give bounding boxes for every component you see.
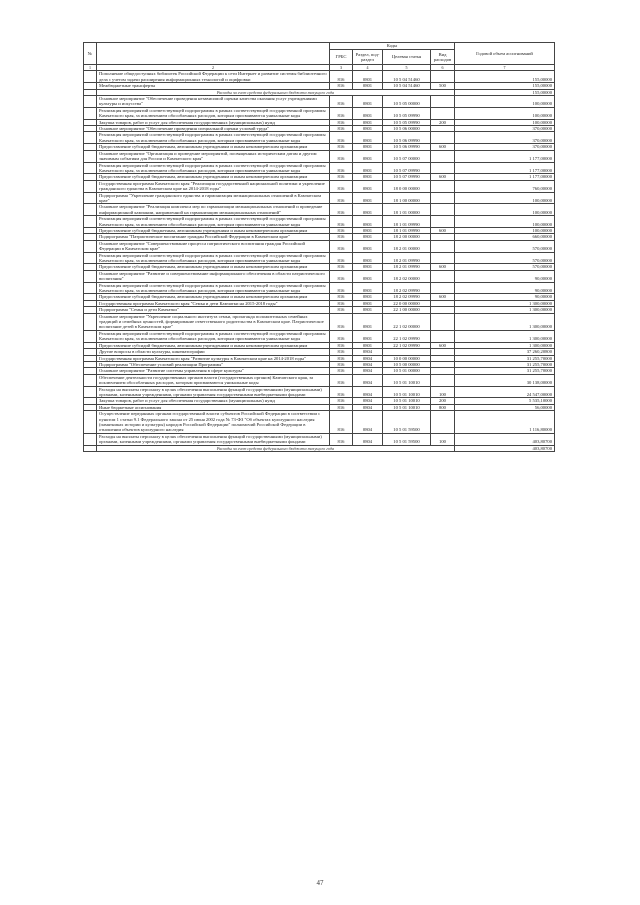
grbs-cell: 816 — [330, 234, 353, 240]
type-cell — [431, 180, 455, 192]
index-cell: 2 — [97, 65, 330, 71]
section-cell: 0801 — [353, 162, 383, 174]
section-cell: 0801 — [353, 180, 383, 192]
grbs-cell: 816 — [330, 398, 353, 404]
row-number-cell — [84, 330, 97, 342]
grbs-cell: 816 — [330, 294, 353, 300]
target-cell: 10 5 04 51460 — [383, 71, 431, 83]
name-cell: Основное мероприятие "Развитие системы управления в сфере культуры" — [97, 368, 330, 374]
amount-cell: 1 177,00000 — [455, 162, 555, 174]
section-cell: 0804 — [353, 386, 383, 398]
row-number-cell — [84, 445, 97, 451]
type-cell: 600 — [431, 144, 455, 150]
grbs-cell: 816 — [330, 282, 353, 294]
grbs-cell: 816 — [330, 71, 353, 83]
target-cell: 18 2 01 09990 — [383, 252, 431, 264]
section-cell: 0801 — [353, 192, 383, 204]
target-cell: 22 1 02 09990 — [383, 342, 431, 348]
row-number-cell — [84, 107, 97, 119]
type-cell: 100 — [431, 433, 455, 445]
type-cell — [431, 107, 455, 119]
section-cell: 0804 — [353, 349, 383, 355]
target-cell: 22 0 00 00000 — [383, 300, 431, 306]
grbs-cell: 816 — [330, 107, 353, 119]
section-cell: 0801 — [353, 264, 383, 270]
amount-cell: 100,00000 — [455, 227, 555, 233]
section-cell: 0801 — [353, 282, 383, 294]
grbs-cell: 816 — [330, 216, 353, 228]
section-cell: 0801 — [353, 216, 383, 228]
target-cell: 22 1 02 00000 — [383, 313, 431, 330]
target-cell: 10 5 05 00000 — [383, 96, 431, 108]
target-cell: 18 2 01 09990 — [383, 264, 431, 270]
table-row — [84, 180, 555, 192]
amount-cell: 155,00000 — [455, 83, 555, 89]
type-cell — [431, 96, 455, 108]
section-cell: 0801 — [353, 174, 383, 180]
section-cell: 0801 — [353, 126, 383, 132]
grbs-cell: 816 — [330, 96, 353, 108]
section-cell: 0801 — [353, 96, 383, 108]
grbs-cell: 816 — [330, 83, 353, 89]
table-row — [84, 282, 555, 294]
table-row — [84, 330, 555, 342]
type-cell — [431, 216, 455, 228]
section-cell: 0801 — [353, 119, 383, 125]
section-cell: 0801 — [353, 307, 383, 313]
row-number-cell — [84, 180, 97, 192]
type-cell: 600 — [431, 342, 455, 348]
amount-cell: 1 177,00000 — [455, 150, 555, 162]
grbs-cell: 816 — [330, 349, 353, 355]
amount-cell: 5 535,10000 — [455, 398, 555, 404]
target-cell: 10 5 00 00000 — [383, 361, 431, 367]
name-cell: Расходы на выплаты персоналу в целях обеспечения выполнения функций государственными (муниципальными) органами, казенными учреждениями, органами управления государственными внебюджетными фондами — [97, 386, 330, 398]
name-cell: Закупка товаров, работ и услуг для обеспечения государственных (муниципальных) нужд — [97, 119, 330, 125]
name-cell: Межбюджетные трансферты — [97, 83, 330, 89]
section-cell: 0801 — [353, 313, 383, 330]
name-cell: Осуществление переданных органам государственной власти субъектов Российской Федерации в соответствии с пунктом 1 статьи 9.1 Федерального закона от 25 июня 2002 года № 73-ФЗ "Об объектах культурного наследия (памятниках истории и культуры) народов Российской Федерации" полномочий Российской Федерации в отношении объектов культурного наследия — [97, 411, 330, 434]
type-cell — [431, 204, 455, 216]
row-number-cell — [84, 71, 97, 83]
target-cell: 10 5 01 00000 — [383, 368, 431, 374]
name-cell: Реализация мероприятий соответствующей подпрограммы в рамках соответствующей государственной программы Камчатского края, за исключением обособленных расходов, которым присваиваются уникальные коды — [97, 330, 330, 342]
row-number-cell — [84, 192, 97, 204]
header-amount: Годовой объем ассигнований — [455, 43, 555, 65]
section-cell: 0804 — [353, 368, 383, 374]
type-cell — [431, 150, 455, 162]
amount-cell: 30 138,00000 — [455, 374, 555, 386]
grbs-cell: 816 — [330, 368, 353, 374]
target-cell: 10 5 06 09990 — [383, 132, 431, 144]
type-cell — [431, 162, 455, 174]
name-cell: Основное мероприятие "Обеспечение проведения специальной оценки условий труда" — [97, 126, 330, 132]
amount-cell: 370,00000 — [455, 132, 555, 144]
grbs-cell: 816 — [330, 361, 353, 367]
name-cell: Основное мероприятие "Организация и проведение мероприятий, посвященных историческим датам и другим значимым событиям для России и Камчатского края" — [97, 150, 330, 162]
section-cell: 0801 — [353, 71, 383, 83]
type-cell — [431, 71, 455, 83]
grbs-cell: 816 — [330, 150, 353, 162]
amount-cell: 570,00000 — [455, 240, 555, 252]
table-row — [84, 240, 555, 252]
header-codes: Коды — [330, 43, 455, 50]
amount-cell: 1 116,80000 — [455, 411, 555, 434]
target-cell: 18 0 00 00000 — [383, 180, 431, 192]
grbs-cell: 816 — [330, 132, 353, 144]
amount-cell: 1 177,00000 — [455, 174, 555, 180]
index-cell: 1 — [84, 65, 97, 71]
grbs-cell: 816 — [330, 227, 353, 233]
type-cell — [431, 132, 455, 144]
section-cell: 0801 — [353, 234, 383, 240]
table-row — [84, 270, 555, 282]
amount-cell: 100,00000 — [455, 192, 555, 204]
section-cell: 0801 — [353, 204, 383, 216]
amount-cell: 370,00000 — [455, 144, 555, 150]
type-cell — [431, 313, 455, 330]
amount-cell: 570,00000 — [455, 264, 555, 270]
type-cell — [431, 330, 455, 342]
target-cell: 22 1 02 09990 — [383, 330, 431, 342]
row-number-cell — [84, 132, 97, 144]
name-cell: Подпрограмма "Укрепление гражданского единства и гармонизация межнациональных отношений в Камчатском крае" — [97, 192, 330, 204]
name-cell: Основное мероприятие "Развитие и совершенствование информационного обеспечения в области патриотического воспитания" — [97, 270, 330, 282]
grbs-cell: 816 — [330, 144, 353, 150]
type-cell: 500 — [431, 83, 455, 89]
section-cell: 0801 — [353, 240, 383, 252]
budget-table — [83, 42, 555, 452]
amount-cell: 100,00000 — [455, 96, 555, 108]
table-row — [84, 96, 555, 108]
index-cell: 5 — [383, 65, 431, 71]
name-cell: Реализация мероприятий соответствующей подпрограммы в рамках соответствующей государственной программы Камчатского края, за исключением обособленных расходов, которым присваиваются уникальные коды — [97, 162, 330, 174]
row-number-cell — [84, 433, 97, 445]
type-cell — [431, 411, 455, 434]
grbs-cell: 816 — [330, 204, 353, 216]
note-cell: Расходы за счет средств федерального бюджета текущего года — [97, 89, 455, 95]
index-cell: 3 — [330, 65, 353, 71]
name-cell: Реализация мероприятий соответствующей подпрограммы в рамках соответствующей государственной программы Камчатского края, за исключением обособленных расходов, которым присваиваются уникальные коды — [97, 216, 330, 228]
amount-cell: 660,00000 — [455, 234, 555, 240]
grbs-cell: 816 — [330, 264, 353, 270]
table-row — [84, 132, 555, 144]
row-number-cell — [84, 150, 97, 162]
name-cell: Предоставление субсидий бюджетным, автономным учреждениям и иным некоммерческим организациям — [97, 144, 330, 150]
grbs-cell: 816 — [330, 180, 353, 192]
section-cell: 0801 — [353, 270, 383, 282]
name-cell: Основное мероприятие "Реализация комплекса мер по гармонизации межнациональных отношений и проведение информационной кампании, направленной на гармонизацию межнациональных отношений" — [97, 204, 330, 216]
target-cell: 10 0 00 00000 — [383, 355, 431, 361]
row-number-cell — [84, 204, 97, 216]
name-cell: Основное мероприятие "Совершенствование процесса патриотического воспитания граждан Российской Федерации в Камчатском крае" — [97, 240, 330, 252]
target-cell: 18 2 01 00000 — [383, 240, 431, 252]
name-cell: Другие вопросы в области культуры, кинематографии — [97, 349, 330, 355]
section-cell: 0801 — [353, 300, 383, 306]
name-cell: Предоставление субсидий бюджетным, автономным учреждениям и иным некоммерческим организациям — [97, 294, 330, 300]
amount-cell: 31 255,70000 — [455, 361, 555, 367]
table-row — [84, 411, 555, 434]
type-cell: 200 — [431, 119, 455, 125]
table-note-row — [84, 445, 555, 451]
name-cell: Расходы на выплаты персоналу в целях обеспечения выполнения функций государственными (муниципальными) органами, казенными учреждениями, органами управления государственными внебюджетными фондами — [97, 433, 330, 445]
note-cell: Расходы за счет средств федерального бюджета текущего года — [97, 445, 455, 451]
row-number-cell — [84, 374, 97, 386]
name-cell: Предоставление субсидий бюджетным, автономным учреждениям и иным некоммерческим организациям — [97, 264, 330, 270]
section-cell: 0804 — [353, 355, 383, 361]
section-cell: 0804 — [353, 374, 383, 386]
name-cell: Предоставление субсидий бюджетным, автономным учреждениям и иным некоммерческим организациям — [97, 174, 330, 180]
type-cell — [431, 374, 455, 386]
amount-cell: 155,00000 — [455, 89, 555, 95]
section-cell: 0804 — [353, 411, 383, 434]
section-cell: 0804 — [353, 398, 383, 404]
name-cell: Закупка товаров, работ и услуг для обеспечения государственных (муниципальных) нужд — [97, 398, 330, 404]
name-cell: Пополнение общедоступных библиотек Российской Федерации к сети Интернет и развитие системы библиотечного дела с учетом задачи расширения информационных технологий и оцифровки — [97, 71, 330, 83]
name-cell: Подпрограмма "Семья и дети Камчатки" — [97, 307, 330, 313]
section-cell: 0804 — [353, 361, 383, 367]
header-number: № — [84, 43, 97, 65]
section-cell: 0801 — [353, 144, 383, 150]
header-type: Вид расходов — [431, 50, 455, 65]
table-row — [84, 433, 555, 445]
name-cell: Государственная программа Камчатского края "Семья и дети Камчатки на 2015-2018 годы" — [97, 300, 330, 306]
name-cell: Реализация мероприятий соответствующей подпрограммы в рамках соответствующей государственной программы Камчатского края, за исключением обособленных расходов, которым присваиваются уникальные коды — [97, 282, 330, 294]
target-cell: 10 5 05 09990 — [383, 119, 431, 125]
section-cell: 0804 — [353, 433, 383, 445]
amount-cell: 155,00000 — [455, 71, 555, 83]
grbs-cell: 816 — [330, 374, 353, 386]
grbs-cell: 816 — [330, 240, 353, 252]
amount-cell: 56,00000 — [455, 404, 555, 410]
target-cell: 10 5 07 09990 — [383, 162, 431, 174]
grbs-cell: 816 — [330, 355, 353, 361]
name-cell: Подпрограмма "Патриотическое воспитание граждан Российской Федерации в Камчатском крае" — [97, 234, 330, 240]
amount-cell: 100,00000 — [455, 119, 555, 125]
header-name — [97, 43, 330, 65]
target-cell: 18 2 02 09990 — [383, 282, 431, 294]
amount-cell: 760,00000 — [455, 180, 555, 192]
row-number-cell — [84, 96, 97, 108]
row-number-cell — [84, 252, 97, 264]
section-cell: 0801 — [353, 107, 383, 119]
type-cell: 600 — [431, 264, 455, 270]
amount-cell: 1 300,00000 — [455, 300, 555, 306]
header-grbs: ГРБС — [330, 50, 353, 65]
type-cell: 100 — [431, 386, 455, 398]
table-row — [84, 150, 555, 162]
grbs-cell: 816 — [330, 342, 353, 348]
target-cell: 10 5 01 10010 — [383, 398, 431, 404]
grbs-cell: 816 — [330, 307, 353, 313]
name-cell: Реализация мероприятий соответствующей подпрограммы в рамках соответствующей государственной программы Камчатского края, за исключением обособленных расходов, которым присваиваются уникальные коды — [97, 252, 330, 264]
table-row — [84, 386, 555, 398]
section-cell: 0801 — [353, 294, 383, 300]
amount-cell: 1 300,00000 — [455, 313, 555, 330]
type-cell: 200 — [431, 398, 455, 404]
name-cell: Подпрограмма "Обеспечение условий реализации Программы" — [97, 361, 330, 367]
row-number-cell — [84, 216, 97, 228]
amount-cell: 1 300,00000 — [455, 342, 555, 348]
index-cell: 6 — [431, 65, 455, 71]
name-cell: Основное мероприятие "Укрепление социального института семьи, пропаганда положительных семейных традиций и семейных ценностей, формирование ответственного родительства в Камчатском крае. Патриотическое воспитание детей в Камчатском крае" — [97, 313, 330, 330]
amount-cell: 403,80700 — [455, 445, 555, 451]
amount-cell: 1 300,00000 — [455, 330, 555, 342]
row-number-cell — [84, 411, 97, 434]
index-cell: 4 — [353, 65, 383, 71]
amount-cell: 403,80700 — [455, 433, 555, 445]
amount-cell: 31 255,70000 — [455, 355, 555, 361]
amount-cell: 90,00000 — [455, 282, 555, 294]
target-cell: 18 1 00 00000 — [383, 192, 431, 204]
type-cell — [431, 252, 455, 264]
amount-cell: 100,00000 — [455, 204, 555, 216]
name-cell: Реализация мероприятий соответствующей подпрограммы в рамках соответствующей государственной программы Камчатского края, за исключением обособленных расходов, которым присваиваются уникальные коды — [97, 132, 330, 144]
target-cell: 18 1 01 00000 — [383, 204, 431, 216]
type-cell: 600 — [431, 174, 455, 180]
target-cell: 10 5 07 09990 — [383, 174, 431, 180]
section-cell: 0801 — [353, 132, 383, 144]
section-cell: 0801 — [353, 150, 383, 162]
amount-cell: 1 300,00000 — [455, 307, 555, 313]
section-cell: 0801 — [353, 83, 383, 89]
row-number-cell — [84, 240, 97, 252]
grbs-cell: 816 — [330, 119, 353, 125]
table-row — [84, 313, 555, 330]
grbs-cell: 816 — [330, 433, 353, 445]
table-body — [84, 71, 555, 452]
header-section: Раздел, под-раздел — [353, 50, 383, 65]
amount-cell: 570,00000 — [455, 252, 555, 264]
target-cell: 10 5 01 10010 — [383, 404, 431, 410]
section-cell: 0804 — [353, 404, 383, 410]
amount-cell: 37 260,20800 — [455, 349, 555, 355]
amount-cell: 90,00000 — [455, 294, 555, 300]
header-target: Целевая статья — [383, 50, 431, 65]
table-row — [84, 252, 555, 264]
target-cell: 18 2 02 09990 — [383, 294, 431, 300]
target-cell: 10 5 05 09990 — [383, 107, 431, 119]
type-cell — [431, 240, 455, 252]
type-cell — [431, 270, 455, 282]
name-cell: Государственная программа Камчатского края "Развитие культуры в Камчатском крае на 2014-2018 годы" — [97, 355, 330, 361]
section-cell: 0801 — [353, 227, 383, 233]
row-number-cell — [84, 162, 97, 174]
page-number: 47 — [316, 879, 324, 887]
grbs-cell: 816 — [330, 162, 353, 174]
section-cell: 0801 — [353, 330, 383, 342]
target-cell: 10 5 06 00000 — [383, 126, 431, 132]
name-cell: Иные бюджетные ассигнования — [97, 404, 330, 410]
target-cell: 10 5 01 10010 — [383, 386, 431, 398]
table-row — [84, 71, 555, 83]
type-cell: 600 — [431, 227, 455, 233]
target-cell: 10 5 01 59500 — [383, 433, 431, 445]
target-cell: 18 2 00 00000 — [383, 234, 431, 240]
amount-cell: 100,00000 — [455, 107, 555, 119]
type-cell: 600 — [431, 294, 455, 300]
table-row — [84, 162, 555, 174]
row-number-cell — [84, 313, 97, 330]
table-row — [84, 192, 555, 204]
grbs-cell: 816 — [330, 270, 353, 282]
name-cell: Обеспечение деятельности государственных органов власти (государственных органов) Камчатского края, за исключением обособленных расходов, которым присваиваются уникальные коды — [97, 374, 330, 386]
section-cell: 0801 — [353, 252, 383, 264]
name-cell: Реализация мероприятий соответствующей подпрограммы в рамках соответствующей государственной программы Камчатского края, за исключением обособленных расходов, которым присваиваются уникальные коды — [97, 107, 330, 119]
target-cell: 10 5 07 00000 — [383, 150, 431, 162]
target-cell: 10 5 04 51460 — [383, 83, 431, 89]
grbs-cell: 816 — [330, 330, 353, 342]
table-row — [84, 107, 555, 119]
section-cell: 0801 — [353, 342, 383, 348]
table-row — [84, 216, 555, 228]
table-row — [84, 204, 555, 216]
target-cell: 10 5 01 10010 — [383, 374, 431, 386]
grbs-cell: 816 — [330, 404, 353, 410]
target-cell: 10 5 06 09990 — [383, 144, 431, 150]
name-cell: Предоставление субсидий бюджетным, автономным учреждениям и иным некоммерческим организациям — [97, 342, 330, 348]
row-number-cell — [84, 282, 97, 294]
type-cell: 800 — [431, 404, 455, 410]
target-cell: 10 5 01 59500 — [383, 411, 431, 434]
type-cell — [431, 192, 455, 204]
row-number-cell — [84, 386, 97, 398]
grbs-cell: 816 — [330, 313, 353, 330]
grbs-cell: 816 — [330, 300, 353, 306]
grbs-cell: 816 — [330, 386, 353, 398]
type-cell — [431, 282, 455, 294]
name-cell: Предоставление субсидий бюджетным, автономным учреждениям и иным некоммерческим организациям — [97, 227, 330, 233]
row-number-cell — [84, 270, 97, 282]
grbs-cell: 816 — [330, 126, 353, 132]
amount-cell: 370,00000 — [455, 126, 555, 132]
grbs-cell: 816 — [330, 192, 353, 204]
grbs-cell: 816 — [330, 411, 353, 434]
table-row — [84, 374, 555, 386]
grbs-cell: 816 — [330, 252, 353, 264]
target-cell: 18 1 01 09990 — [383, 227, 431, 233]
name-cell: Основное мероприятие "Обеспечение проведения независимой оценки качества оказания услуг учреждениями культуры и искусства" — [97, 96, 330, 108]
budget-table-sheet — [83, 42, 554, 452]
index-cell: 7 — [455, 65, 555, 71]
target-cell: 22 1 00 00000 — [383, 307, 431, 313]
amount-cell: 31 255,70000 — [455, 368, 555, 374]
amount-cell: 24 547,00000 — [455, 386, 555, 398]
target-cell: 18 1 01 09990 — [383, 216, 431, 228]
amount-cell: 90,00000 — [455, 270, 555, 282]
grbs-cell: 816 — [330, 174, 353, 180]
amount-cell: 100,00000 — [455, 216, 555, 228]
target-cell: 18 2 02 00000 — [383, 270, 431, 282]
name-cell: Государственная программа Камчатского края "Реализация государственной национальной политики и укрепление гражданского единства в Камчатском крае на 2014-2018 годы" — [97, 180, 330, 192]
